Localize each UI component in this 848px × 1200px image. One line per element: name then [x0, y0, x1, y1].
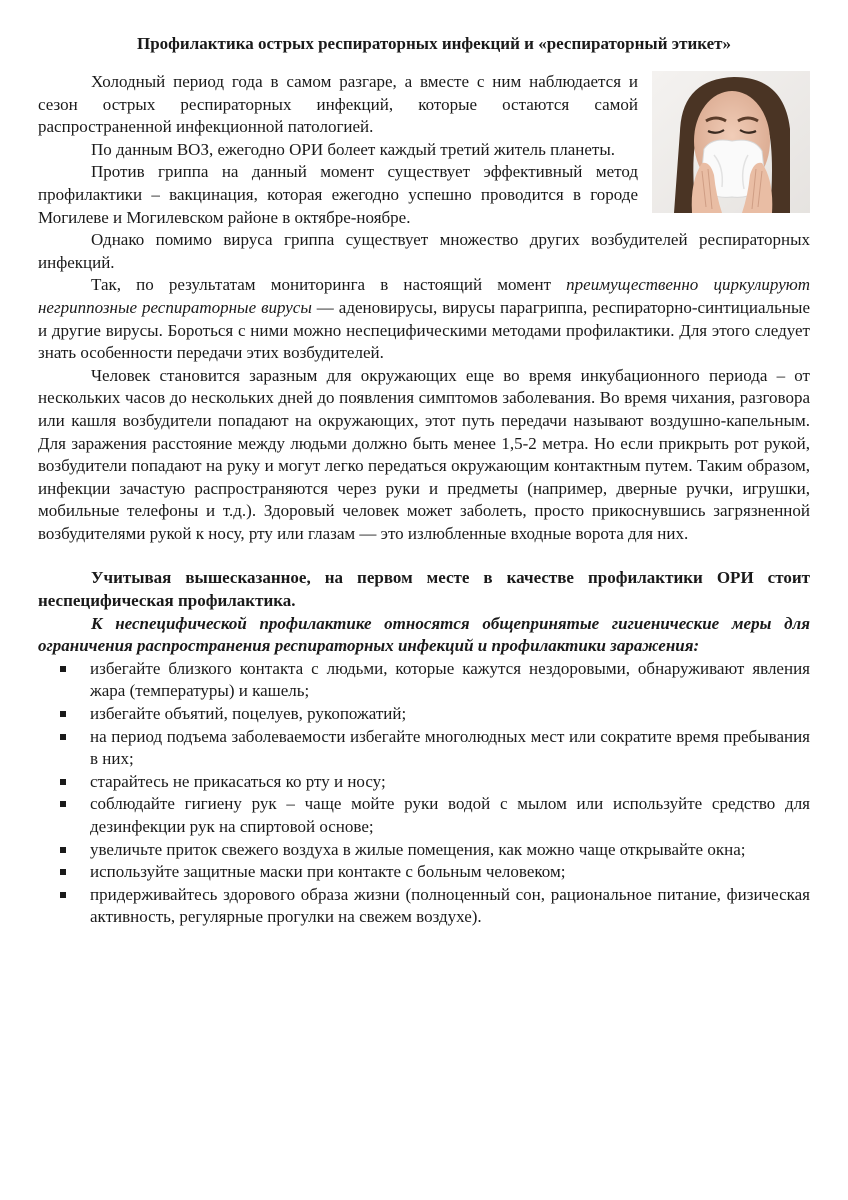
paragraph-vaccination: Против гриппа на данный момент существует эффективный метод профилактики – вакцинация, которая ежегодно успешно проводится в городе Могилеве и Могилевском районе в октябре-ноябре. — [38, 162, 638, 227]
monitoring-text-start: Так, по результатам мониторинга в настоящий момент — [91, 275, 567, 295]
paragraph-who-data: По данным ВОЗ, ежегодно ОРИ болеет каждый третий житель планеты. — [91, 139, 616, 159]
list-item: соблюдайте гигиену рук – чаще мойте руки водой с мылом или используйте средство для дезинфекции рук на спиртовой основе; — [60, 793, 810, 838]
list-item: избегайте близкого контакта с людьми, которые кажутся нездоровыми, обнаруживают явления жара (температуры) и кашель; — [60, 658, 810, 703]
measures-list — [38, 658, 810, 929]
document-title: Профилактика острых респираторных инфекций и «респираторный этикет» — [136, 34, 732, 53]
paragraph-other-pathogens: Однако помимо вируса гриппа существует множество других возбудителей респираторных инфекций. — [38, 230, 810, 272]
list-item: используйте защитные маски при контакте с больным человеком; — [60, 861, 810, 884]
list-item: на период подъема заболеваемости избегайте многолюдных мест или сократите время пребывания в них; — [60, 726, 810, 771]
document-body — [38, 71, 810, 929]
person-sneezing-into-tissue-photo — [652, 71, 810, 213]
list-item: избегайте объятий, поцелуев, рукопожатий; — [60, 703, 810, 726]
paragraph-hygiene-intro: К неспецифической профилактике относятся общепринятые гигиенические меры для ограничения распространения респираторных инфекций и профилактики заражения: — [38, 613, 810, 656]
paragraph-transmission: Человек становится заразным для окружающих еще во время инкубационного периода – от нескольких часов до нескольких дней до появления симптомов заболевания. Во время чихания, разговора или кашля возбудители попадают на окружающих, этот путь передачи называют воздушно-капельным. Для заражения расстояние между людьми должно быть менее 1,5-2 метра. Но если прикрыть рот рукой, возбудители попадают на руку и могут легко передаться окружающим контактным путем. Таким образом, инфекции зачастую распространяются через руки и предметы (например, дверные ручки, игрушки, мобильные телефоны и т.д.). Здоровый человек может заболеть, просто прикоснувшись загрязненной возбудителями рукой к носу, рту или глазам — это излюбленные входные ворота для них. — [38, 365, 810, 543]
paragraph-priority: Учитывая вышесказанное, на первом месте в качестве профилактики ОРИ стоит неспецифическая профилактика. — [38, 568, 810, 611]
list-item: увеличьте приток свежего воздуха в жилые помещения, как можно чаще открывайте окна; — [60, 839, 810, 862]
list-item: старайтесь не прикасаться ко рту и носу; — [60, 771, 810, 794]
paragraph-monitoring — [38, 274, 810, 364]
monitoring-text-end: — аденовирусы, вирусы парагриппа, респираторно-синтициальные и другие вирусы. Бороться с ними можно неспецифическими методами профилактики. Для этого следует знать особенности передачи этих возбудителей. — [38, 297, 810, 363]
list-item: придерживайтесь здорового образа жизни (полноценный сон, рациональное питание, физическая активность, регулярные прогулки на свежем воздухе). — [60, 884, 810, 929]
monitoring-emphasis: преимущественно циркулируют негриппозные респираторные вирусы — [38, 275, 810, 317]
section-spacer — [38, 545, 810, 567]
paragraph-cold-season: Холодный период года в самом разгаре, а вместе с ним наблюдается и сезон острых респираторных инфекций, которые остаются самой распространенной инфекционной патологией. — [38, 72, 638, 137]
